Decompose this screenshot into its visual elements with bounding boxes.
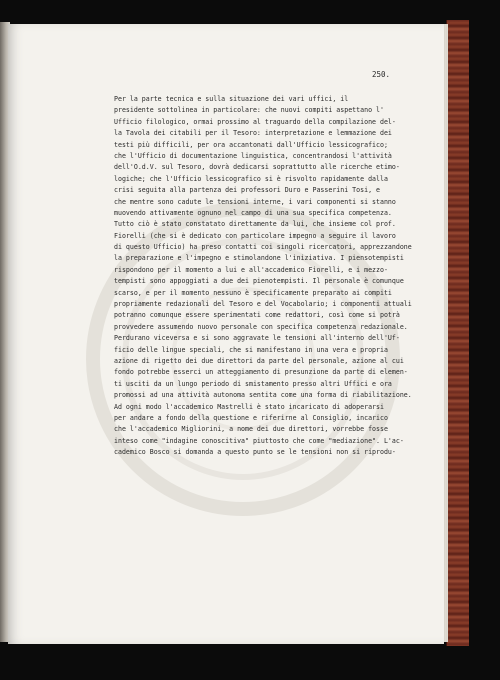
body-text [114,94,414,459]
text-line: Ufficio filologico, ormai prossimo al traguardo della compilazione del- [114,117,396,126]
text-line: crisi seguita alla partenza dei professori Duro e Passerini Tosi, e [114,186,380,195]
text-line: cademico Bosco si domanda a questo punto se le tensioni non si riprodu- [114,448,396,457]
text-line: logiche; che l'Ufficio lessicografico si è risvolto rapidamente dalla [114,174,388,183]
text-line: la Tavola dei citabili per il Tesoro: interpretazione e lemmazione dei [114,129,392,138]
page-number: 250. [372,70,391,79]
text-line: che l'accademico Migliorini, a nome dei due direttori, vorrebbe fosse [114,425,388,434]
text-line: fondo potrebbe esserci un atteggiamento di presunzione da parte di elemen- [114,368,408,377]
text-line: Fiorelli (che si è dedicato con particolare impegno a seguire il lavoro [114,231,396,240]
text-line: Perdurano viceversa e si sono aggravate le tensioni all'interno dell'Uf- [114,334,400,343]
marbled-cover-edge [446,20,469,646]
text-line: Ad ogni modo l'accademico Mastrelli è stato incaricato di adoperarsi [114,402,384,411]
text-line: che l'Ufficio di documentazione linguistica, concentrandosi l'attività [114,151,392,160]
text-line: inteso come "indagine conoscitiva" piuttosto che come "mediazione". L'ac- [114,436,404,445]
text-line: promossi ad una attività autonoma sentita come una forma di riabilitazione. [114,391,412,400]
text-line: muovendo attivamente ognuno nel campo di una sua specifica competenza. [114,208,392,217]
text-line: per andare a fondo della questione e riferirne al Consiglio, incarico [114,413,388,422]
text-line: di questo Ufficio) ha preso contatti coi singoli ricercatori, apprezzandone [114,243,412,252]
text-line: propriamente redazionali del Tesoro e del Vocabolario; i componenti attuali [114,300,412,309]
text-line: potranno comunque essere sperimentati come redattori, così come si potrà [114,311,400,320]
text-line: provvedere assumendo nuovo personale con specifica competenza redazionale. [114,322,408,331]
text-line: scarso, e per il momento nessuno è specificamente preparato ai compiti [114,288,392,297]
text-line: che mentre sono cadute le tensioni interne, i vari componenti si stanno [114,197,396,206]
text-line: testi più difficili, per ora accantonati dall'Ufficio lessicografico; [114,140,388,149]
text-line: la preparazione e l'impegno e stimolandone l'iniziativa. I piensotempisti [114,254,404,263]
text-line: azione di rigetto dei due direttori da parte del personale, azione al cui [114,356,404,365]
text-line: Per la parte tecnica e sulla situazione dei vari uffici, il [114,95,349,103]
text-line: ficio delle lingue speciali, che si manifestano in una vera e propria [114,345,388,354]
text-line: tempisti sono appoggiati a due dei pienotempisti. Il personale è comunque [114,277,404,286]
text-line: dell'O.d.V. sul Tesoro, dovrà dedicarsi soprattutto alle ricerche etimo- [114,163,400,172]
text-line: rispondono per il momento a lui e all'accademico Fiorelli, e i mezzo- [114,265,388,274]
text-line: Tutto ciò è stato constatato direttamente da lui, che insieme col prof. [114,220,396,229]
text-line: presidente sottolinea in particolare: che nuovi compiti aspettano l' [114,106,384,115]
text-line: ti usciti da un lungo periodo di smistamento presso altri Uffici e ora [114,379,392,388]
